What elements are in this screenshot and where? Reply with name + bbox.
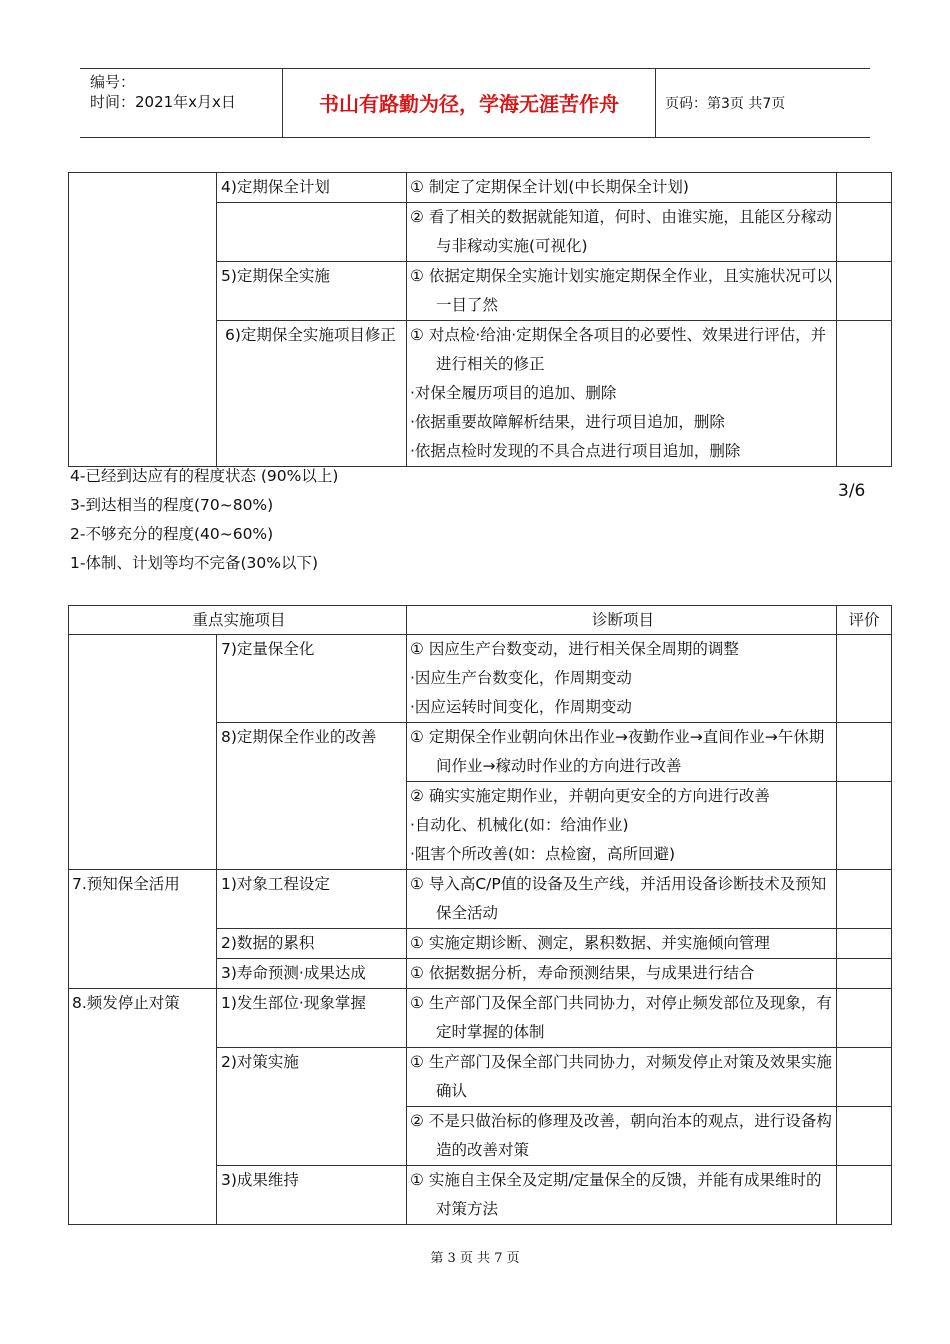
header-meta bbox=[80, 69, 281, 137]
diagnosis-cell: ① 因应生产台数变动，进行相关保全周期的调整 ·因应生产台数变化，作周期变动 ·因应运转时间变化，作周期变动 bbox=[407, 635, 837, 723]
page-footer: 第 3 页 共 7 页 bbox=[430, 1251, 520, 1266]
item-cell: 5)定期保全实施 bbox=[217, 262, 407, 321]
item-cell: 3)成果维持 bbox=[217, 1166, 407, 1225]
diagnosis-cell: ① 依据数据分析，寿命预测结果，与成果进行结合 bbox=[407, 959, 837, 989]
rating-cell bbox=[837, 635, 892, 723]
section-cell bbox=[69, 173, 217, 467]
header-page-label: 页码：第3页 共7页 bbox=[665, 96, 786, 112]
diagnosis-cell: ② 不是只做治标的修理及改善，朝向治本的观点，进行设备构造的改善对策 bbox=[407, 1107, 837, 1166]
table-row bbox=[69, 870, 892, 929]
rating-cell bbox=[837, 959, 892, 989]
diagnosis-cell: ① 生产部门及保全部门共同协力，对频发停止对策及效果实施确认 bbox=[407, 1048, 837, 1107]
rating-cell bbox=[837, 723, 892, 782]
item-cell: 3)寿命预测·成果达成 bbox=[217, 959, 407, 989]
rating-cell bbox=[837, 782, 892, 870]
section-cell: 8.频发停止对策 bbox=[69, 989, 217, 1225]
item-cell: 1)发生部位·现象掌握 bbox=[217, 989, 407, 1048]
rating-cell bbox=[837, 173, 892, 203]
legend-item: 3-到达相当的程度(70~80%) bbox=[70, 496, 274, 514]
diagnosis-cell: ① 实施定期诊断、测定，累积数据、并实施倾向管理 bbox=[407, 929, 837, 959]
rating-legend bbox=[70, 462, 338, 578]
table-row bbox=[69, 635, 892, 723]
header-focus-items: 重点实施项目 bbox=[69, 606, 407, 635]
page-header bbox=[80, 68, 870, 138]
diagnosis-table bbox=[68, 605, 892, 1225]
legend-item: 4-已经到达应有的程度状态 (90%以上) bbox=[70, 467, 339, 485]
rating-cell bbox=[837, 929, 892, 959]
item-cell bbox=[217, 203, 407, 262]
legend-item: 2-不够充分的程度(40~60%) bbox=[70, 525, 274, 543]
item-cell: 8)定期保全作业的改善 bbox=[217, 723, 407, 870]
header-motto: 书山有路勤为径，学海无涯苦作舟 bbox=[282, 69, 656, 137]
diagnosis-cell: ① 对点检·给油·定期保全各项目的必要性、效果进行评估，并进行相关的修正 ·对保全履历项目的追加、删除 ·依据重要故障解析结果，进行项目追加，删除 ·依据点检时发现的不具合点进行项目追加，删除 bbox=[407, 321, 837, 467]
diagnosis-cell: ① 定期保全作业朝向休出作业→夜勤作业→直间作业→午休期间作业→稼动时作业的方向进行改善 bbox=[407, 723, 837, 782]
doc-number-label: 编号： bbox=[90, 73, 136, 91]
diagnosis-cell: ① 实施自主保全及定期/定量保全的反馈，并能有成果维时的对策方法 bbox=[407, 1166, 837, 1225]
header-diagnosis-items: 诊断项目 bbox=[407, 606, 837, 635]
item-cell: 2)对策实施 bbox=[217, 1048, 407, 1166]
header-rating: 评价 bbox=[837, 606, 892, 635]
diagnosis-cell: ① 制定了定期保全计划(中长期保全计划) bbox=[407, 173, 837, 203]
legend-item: 1-体制、计划等均不完备(30%以下) bbox=[70, 554, 319, 572]
item-cell: 7)定量保全化 bbox=[217, 635, 407, 723]
diagnosis-table-continued bbox=[68, 172, 892, 467]
item-cell: 4)定期保全计划 bbox=[217, 173, 407, 203]
rating-cell bbox=[837, 262, 892, 321]
section-cell bbox=[69, 635, 217, 870]
rating-cell bbox=[837, 321, 892, 467]
rating-cell bbox=[837, 1048, 892, 1107]
item-cell: 6)定期保全实施项目修正 bbox=[217, 321, 407, 467]
rating-cell bbox=[837, 1107, 892, 1166]
rating-cell bbox=[837, 989, 892, 1048]
table-header-row bbox=[69, 606, 892, 635]
diagnosis-cell: ② 看了相关的数据就能知道，何时、由谁实施，且能区分稼动与非稼动实施(可视化) bbox=[407, 203, 837, 262]
page-fraction: 3/6 bbox=[838, 481, 866, 501]
rating-cell bbox=[837, 203, 892, 262]
table-row bbox=[69, 989, 892, 1048]
diagnosis-cell: ① 生产部门及保全部门共同协力，对停止频发部位及现象，有定时掌握的体制 bbox=[407, 989, 837, 1048]
table-row bbox=[69, 173, 892, 203]
diagnosis-cell: ② 确实实施定期作业，并朝向更安全的方向进行改善 ·自动化、机械化(如：给油作业) ·阻害个所改善(如：点检窗，高所回避) bbox=[407, 782, 837, 870]
item-cell: 1)对象工程设定 bbox=[217, 870, 407, 929]
doc-time-label: 时间：2021年x月x日 bbox=[90, 93, 236, 111]
diagnosis-cell: ① 导入高C/P值的设备及生产线，并活用设备诊断技术及预知保全活动 bbox=[407, 870, 837, 929]
rating-cell bbox=[837, 870, 892, 929]
diagnosis-cell: ① 依据定期保全实施计划实施定期保全作业，且实施状况可以一目了然 bbox=[407, 262, 837, 321]
section-cell: 7.预知保全活用 bbox=[69, 870, 217, 989]
rating-cell bbox=[837, 1166, 892, 1225]
item-cell: 2)数据的累积 bbox=[217, 929, 407, 959]
